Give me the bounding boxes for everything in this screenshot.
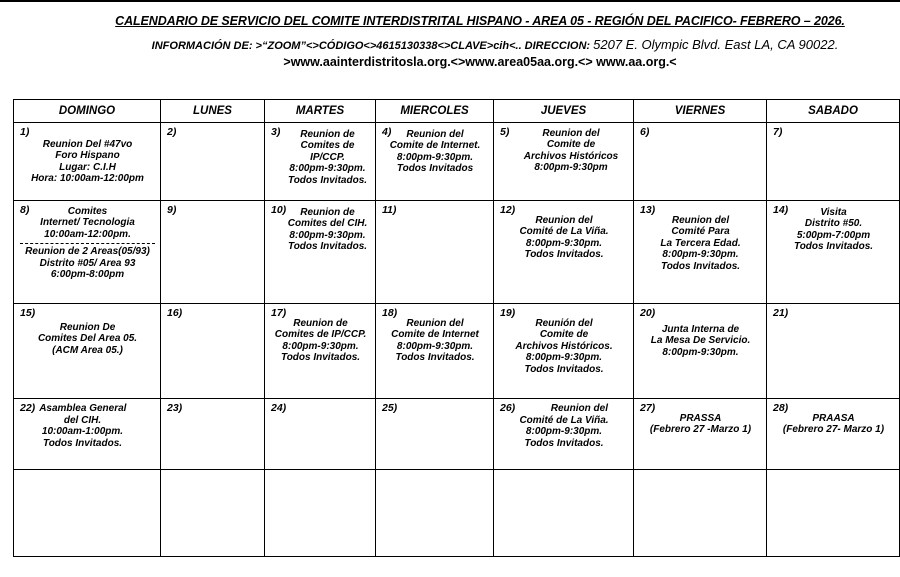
calendar-header (0, 14, 900, 69)
day-number: 20) (640, 307, 656, 319)
day-cell-11 (376, 201, 494, 304)
day-cell-16 (161, 304, 265, 399)
day-cell-7 (767, 123, 900, 201)
day-cell-5 (494, 123, 634, 201)
week-row-2 (14, 201, 900, 304)
day-cell-8 (14, 201, 161, 304)
event-text: Reunion De Comites Del Area 05. (ACM Area 05.) (37, 321, 138, 356)
week-row-5 (14, 470, 900, 557)
event-text: PRASSA (Febrero 27 -Marzo 1) (649, 412, 752, 435)
day-cell-1 (14, 123, 161, 201)
day-cell-27 (634, 399, 767, 470)
day-number: 16) (167, 307, 183, 319)
info-line (90, 37, 900, 52)
weekday-header-row (14, 100, 900, 123)
empty-cell (494, 470, 634, 557)
address: 5207 E. Olympic Blvd. East LA, CA 90022. (593, 37, 839, 52)
event-text: Reunion del Comite de Internet 8:00pm-9:30pm. Todos Invitados. (391, 317, 479, 363)
day-number: 14) (773, 204, 789, 216)
day-cell-13 (634, 201, 767, 304)
event-text: del CIH. 10:00am-1:00pm. Todos Invitados. (41, 414, 124, 449)
week-row-4 (14, 399, 900, 470)
day-cell-2 (161, 123, 265, 201)
event-text: Reunion Del #47vo Foro Hispano Lugar: C.I.H Hora: 10:00am-12:00pm (31, 138, 144, 184)
event-text: Reunion del Comite de Archivos Históricos 8:00pm-9:30pm (523, 127, 619, 173)
top-border (0, 0, 900, 2)
day-cell-9 (161, 201, 265, 304)
day-number: 18) (382, 307, 398, 319)
day-header-miercoles: MIERCOLES (376, 100, 494, 123)
day-header-viernes: VIERNES (634, 100, 767, 123)
event-text: Visita Distrito #50. 5:00pm-7:00pm Todos Invitados. (793, 206, 874, 252)
day-number: 21) (773, 307, 789, 319)
website-links: >www.aainterdistritosla.org.<>www.area05aa.org.<> www.aa.org.< (283, 55, 677, 69)
day-header-domingo: DOMINGO (14, 100, 161, 123)
day-number: 25) (382, 402, 398, 414)
empty-cell (14, 470, 161, 557)
day-cell-24 (265, 399, 376, 470)
day-number: 27) (640, 402, 656, 414)
day-number: 13) (640, 204, 656, 216)
day-cell-10 (265, 201, 376, 304)
day-number: 1) (20, 126, 30, 138)
day-number: 26) (500, 402, 516, 414)
week-row-3 (14, 304, 900, 399)
day-cell-14 (767, 201, 900, 304)
day-number: 2) (167, 126, 177, 138)
day-number: 7) (773, 126, 783, 138)
day-number: 3) (271, 126, 281, 138)
day-cell-28 (767, 399, 900, 470)
empty-cell (767, 470, 900, 557)
calendar-table (13, 99, 900, 557)
day-number: 22) (20, 402, 36, 414)
day-cell-17 (265, 304, 376, 399)
day-number: 24) (271, 402, 287, 414)
zoom-info: INFORMACIÓN DE: >“ZOOM”<>CÓDIGO<>4615130338<>CLAVE>cih<.. DIRECCION: (151, 40, 594, 52)
day-cell-3 (265, 123, 376, 201)
event-text: Junta Interna de La Mesa De Servicio. 8:00pm-9:30pm. (650, 323, 751, 358)
event-text: PRAASA (Febrero 27- Marzo 1) (782, 412, 885, 435)
day-cell-15 (14, 304, 161, 399)
week-row-1 (14, 123, 900, 201)
day-cell-18 (376, 304, 494, 399)
day-number: 9) (167, 204, 177, 216)
calendar-title: CALENDARIO DE SERVICIO DEL COMITE INTERDISTRITAL HISPANO - AREA 05 - REGIÓN DEL PACIFICO- FEBRERO – 2026. (115, 14, 845, 28)
day-number: 19) (500, 307, 516, 319)
empty-cell (161, 470, 265, 557)
day-cell-19 (494, 304, 634, 399)
event-text: Comites Internet/ Tecnologia 10:00am-12:00pm. (40, 205, 135, 240)
day-cell-21 (767, 304, 900, 399)
day-number: 11) (382, 204, 397, 216)
event-text: Reunion de Comites de IP/CCP. 8:00pm-9:30pm. Todos Invitados. (287, 128, 368, 186)
event-text: Reunion del Comité de La Viña. 8:00pm-9:30pm. Todos Invitados. (519, 214, 609, 260)
day-header-lunes: LUNES (161, 100, 265, 123)
event-text: Comité de La Viña. 8:00pm-9:30pm. Todos Invitados. (519, 414, 609, 449)
day-number: 8) (20, 204, 30, 216)
event-text: Reunion del Comite de Internet. 8:00pm-9:30pm. Todos Invitados (389, 128, 481, 174)
dashed-separator (20, 243, 155, 244)
day-number: 5) (500, 126, 510, 138)
day-header-jueves: JUEVES (494, 100, 634, 123)
day-cell-6 (634, 123, 767, 201)
day-number: 28) (773, 402, 789, 414)
day-cell-23 (161, 399, 265, 470)
event-text: Reunión del Comite de Archivos Históricos. 8:00pm-9:30pm. Todos Invitados. (515, 317, 613, 375)
day-number: 23) (167, 402, 183, 414)
day-cell-12 (494, 201, 634, 304)
day-number: 4) (382, 126, 392, 138)
empty-cell (634, 470, 767, 557)
event-text-first: Asamblea General (39, 403, 127, 414)
day-cell-25 (376, 399, 494, 470)
empty-cell (376, 470, 494, 557)
day-number: 17) (271, 307, 287, 319)
day-number: 12) (500, 204, 516, 216)
day-cell-4 (376, 123, 494, 201)
event-text: Reunion de Comites del CIH. 8:00pm-9:30pm. Todos Invitados. (287, 206, 368, 252)
event-text: Reunion del Comité Para La Tercera Edad. 8:00pm-9:30pm. Todos Invitados. (660, 214, 741, 272)
day-cell-22 (14, 399, 161, 470)
event-text: Reunion de Comites de IP/CCP. 8:00pm-9:30pm. Todos Invitados. (274, 317, 367, 363)
day-cell-20 (634, 304, 767, 399)
day-header-line (20, 403, 155, 415)
day-header-martes: MARTES (265, 100, 376, 123)
day-number: 6) (640, 126, 650, 138)
empty-cell (265, 470, 376, 557)
day-cell-26 (494, 399, 634, 470)
day-number: 10) (271, 204, 287, 216)
day-header-line (500, 403, 628, 415)
day-header-sabado: SABADO (767, 100, 900, 123)
event-text-second: Reunion de 2 Areas(05/93) Distrito #05/ Area 93 6:00pm-8:00pm (25, 246, 150, 280)
event-text-first: Reunion del (550, 403, 608, 414)
day-number: 15) (20, 307, 36, 319)
